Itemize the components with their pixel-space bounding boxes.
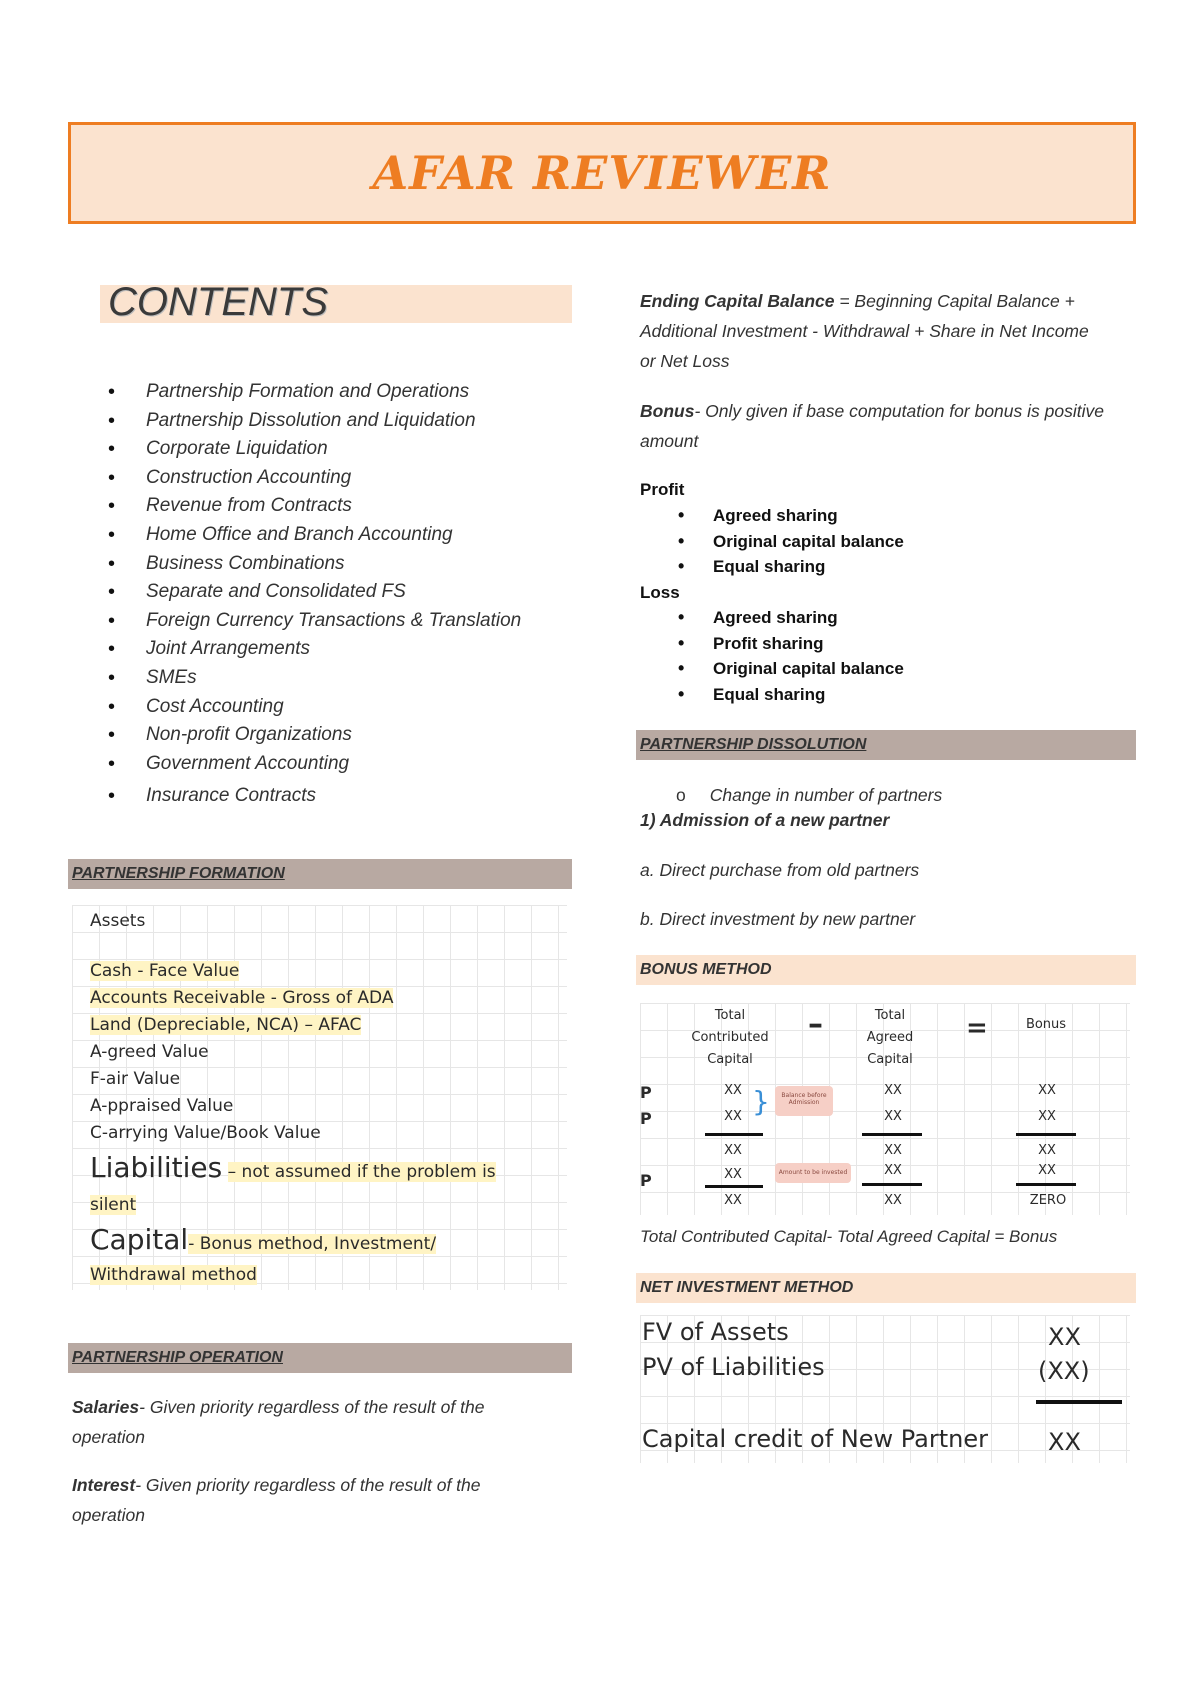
- profit-label: Profit: [640, 480, 685, 499]
- xx-value: XX: [1038, 1163, 1056, 1178]
- xx-value: XX: [724, 1143, 742, 1158]
- list-item: • Insurance Contracts: [108, 782, 521, 811]
- page-title: AFAR REVIEWER: [372, 146, 832, 200]
- salaries-text: - Given priority regardless of the result of the: [139, 1397, 485, 1417]
- list-item: • Government Accounting: [108, 750, 521, 779]
- asset-line: Cash: [90, 961, 132, 981]
- note-amount-invested: Amount to be invested: [775, 1163, 851, 1183]
- asset-line: C-arrying Value/Book Value: [90, 1123, 321, 1143]
- sum-line: [705, 1133, 763, 1136]
- list-item: • Home Office and Branch Accounting: [108, 521, 521, 550]
- list-item: • SMEs: [108, 664, 521, 693]
- xx-value: XX: [1038, 1143, 1056, 1158]
- asset-line: A-greed Value: [90, 1042, 209, 1062]
- list-item: • Original capital balance: [640, 656, 904, 682]
- loss-label: Loss: [640, 583, 680, 602]
- interest-paragraph: [72, 1470, 572, 1530]
- header-line: Total: [714, 1008, 746, 1023]
- list-item: • Equal sharing: [640, 682, 904, 708]
- list-item: • Joint Arrangements: [108, 635, 521, 664]
- note-balance-before: Balance before Admission: [775, 1086, 833, 1116]
- xx-value: XX: [884, 1193, 902, 1208]
- title-banner: [68, 122, 1136, 224]
- list-item: • Construction Accounting: [108, 464, 521, 493]
- list-item: • Non-profit Organizations: [108, 721, 521, 750]
- salaries-label: Salaries: [72, 1397, 140, 1417]
- liabilities-note-2: silent: [90, 1195, 137, 1215]
- sum-line: [1016, 1133, 1076, 1136]
- assets-title: Assets: [90, 911, 146, 931]
- xx-value: XX: [884, 1109, 902, 1124]
- salaries-paragraph: [72, 1392, 572, 1452]
- contents-heading: CONTENTS: [108, 280, 328, 324]
- section-header-operation: PARTNERSHIP OPERATION: [68, 1343, 572, 1373]
- list-item: • Revenue from Contracts: [108, 492, 521, 521]
- asset-note: - Face Value: [131, 961, 240, 981]
- sum-line: [1036, 1400, 1122, 1404]
- xx-value: XX: [884, 1143, 902, 1158]
- fv-assets-label: FV of Assets: [642, 1318, 789, 1346]
- section-header-bonus: BONUS METHOD: [636, 955, 1136, 985]
- section-header-net-investment: NET INVESTMENT METHOD: [636, 1273, 1136, 1303]
- loss-list: [640, 605, 904, 707]
- asset-note: (Depreciable, NCA) – AFAC: [131, 1015, 362, 1035]
- section-header-dissolution: PARTNERSHIP DISSOLUTION: [636, 730, 1136, 760]
- interest-text: - Given priority regardless of the result of the: [135, 1475, 481, 1495]
- list-item: • Partnership Dissolution and Liquidation: [108, 407, 521, 436]
- list-item: • Cost Accounting: [108, 693, 521, 722]
- sum-line: [1016, 1183, 1076, 1186]
- xx-value: XX: [1048, 1428, 1081, 1456]
- list-item: • Business Combinations: [108, 550, 521, 579]
- xx-value: XX: [1038, 1083, 1056, 1098]
- asset-note: - Gross of ADA: [265, 988, 394, 1008]
- bonus-method-figure: [640, 1003, 1130, 1215]
- capital-note: - Bonus method, Investment/: [188, 1234, 437, 1254]
- change-partners-text: Change in number of partners: [709, 785, 943, 805]
- xx-value: XX: [884, 1163, 902, 1178]
- ending-text-3: or Net Loss: [640, 351, 730, 371]
- header-line: Capital: [867, 1052, 913, 1067]
- minus-sign: –: [808, 1007, 823, 1042]
- bonus-paragraph: [640, 396, 1140, 456]
- asset-line: Accounts Receivable: [90, 988, 266, 1008]
- net-investment-figure: [640, 1315, 1130, 1463]
- header-line: Capital: [707, 1052, 753, 1067]
- xx-value: XX: [724, 1167, 742, 1182]
- assets-figure: [72, 905, 567, 1290]
- ending-capital-paragraph: [640, 286, 1140, 376]
- col-agreed-header: [850, 1005, 930, 1071]
- list-item: • Corporate Liquidation: [108, 435, 521, 464]
- xx-value: XX: [724, 1193, 742, 1208]
- capital-title: Capital: [90, 1223, 189, 1256]
- bonus-label: Bonus: [640, 401, 695, 421]
- bonus-formula: Total Contributed Capital- Total Agreed Capital = Bonus: [640, 1227, 1058, 1246]
- sum-line: [705, 1185, 763, 1188]
- list-item: • Separate and Consolidated FS: [108, 578, 521, 607]
- section-header-formation: PARTNERSHIP FORMATION: [68, 859, 572, 889]
- circle-bullet-icon: o: [676, 785, 686, 805]
- asset-line: A-ppraised Value: [90, 1096, 234, 1116]
- equals-sign: =: [966, 1013, 988, 1043]
- header-line: Agreed: [866, 1030, 914, 1045]
- list-item: • Profit sharing: [640, 631, 904, 657]
- xx-value: XX: [884, 1083, 902, 1098]
- profit-list: [640, 503, 904, 580]
- direct-purchase: a. Direct purchase from old partners: [640, 860, 920, 880]
- partner-label: P: [640, 1171, 652, 1190]
- partner-label: P: [640, 1083, 652, 1102]
- capital-credit-label: Capital credit of New Partner: [642, 1425, 988, 1453]
- xx-value: (XX): [1038, 1357, 1090, 1385]
- bracket-icon: }: [752, 1085, 770, 1118]
- interest-text-2: operation: [72, 1505, 145, 1525]
- asset-line: F-air Value: [90, 1069, 181, 1089]
- bonus-text-1: - Only given if base computation for bonus is positive: [694, 401, 1104, 421]
- col-contributed-header: [680, 1005, 780, 1071]
- header-line: Contributed: [691, 1030, 769, 1045]
- list-item: • Agreed sharing: [640, 503, 904, 529]
- list-item: • Equal sharing: [640, 554, 904, 580]
- contents-list: [108, 378, 521, 811]
- xx-value: XX: [724, 1083, 742, 1098]
- sum-line: [862, 1183, 922, 1186]
- col-bonus-header: Bonus: [1025, 1017, 1067, 1032]
- list-item: • Agreed sharing: [640, 605, 904, 631]
- liabilities-title: Liabilities: [90, 1151, 223, 1184]
- list-item: • Foreign Currency Transactions & Translation: [108, 607, 521, 636]
- liabilities-note: – not assumed if the problem is: [227, 1162, 496, 1182]
- interest-label: Interest: [72, 1475, 136, 1495]
- bonus-text-2: amount: [640, 431, 699, 451]
- header-line: Total: [874, 1008, 906, 1023]
- direct-investment: b. Direct investment by new partner: [640, 909, 916, 929]
- capital-note-2: Withdrawal method: [90, 1265, 257, 1285]
- sum-line: [862, 1133, 922, 1136]
- list-item: • Original capital balance: [640, 529, 904, 555]
- pv-liabilities-label: PV of Liabilities: [642, 1353, 825, 1381]
- zero-value: ZERO: [1029, 1193, 1067, 1208]
- xx-value: XX: [724, 1109, 742, 1124]
- asset-line: Land: [90, 1015, 132, 1035]
- xx-value: XX: [1048, 1323, 1081, 1351]
- partner-label: P: [640, 1109, 652, 1128]
- ending-text-1: = Beginning Capital Balance +: [834, 291, 1075, 311]
- ending-capital-label: Ending Capital Balance: [640, 291, 835, 311]
- admission-heading: 1) Admission of a new partner: [640, 810, 890, 830]
- xx-value: XX: [1038, 1109, 1056, 1124]
- list-item: • Partnership Formation and Operations: [108, 378, 521, 407]
- salaries-text-2: operation: [72, 1427, 145, 1447]
- ending-text-2: Additional Investment - Withdrawal + Share in Net Income: [640, 321, 1089, 341]
